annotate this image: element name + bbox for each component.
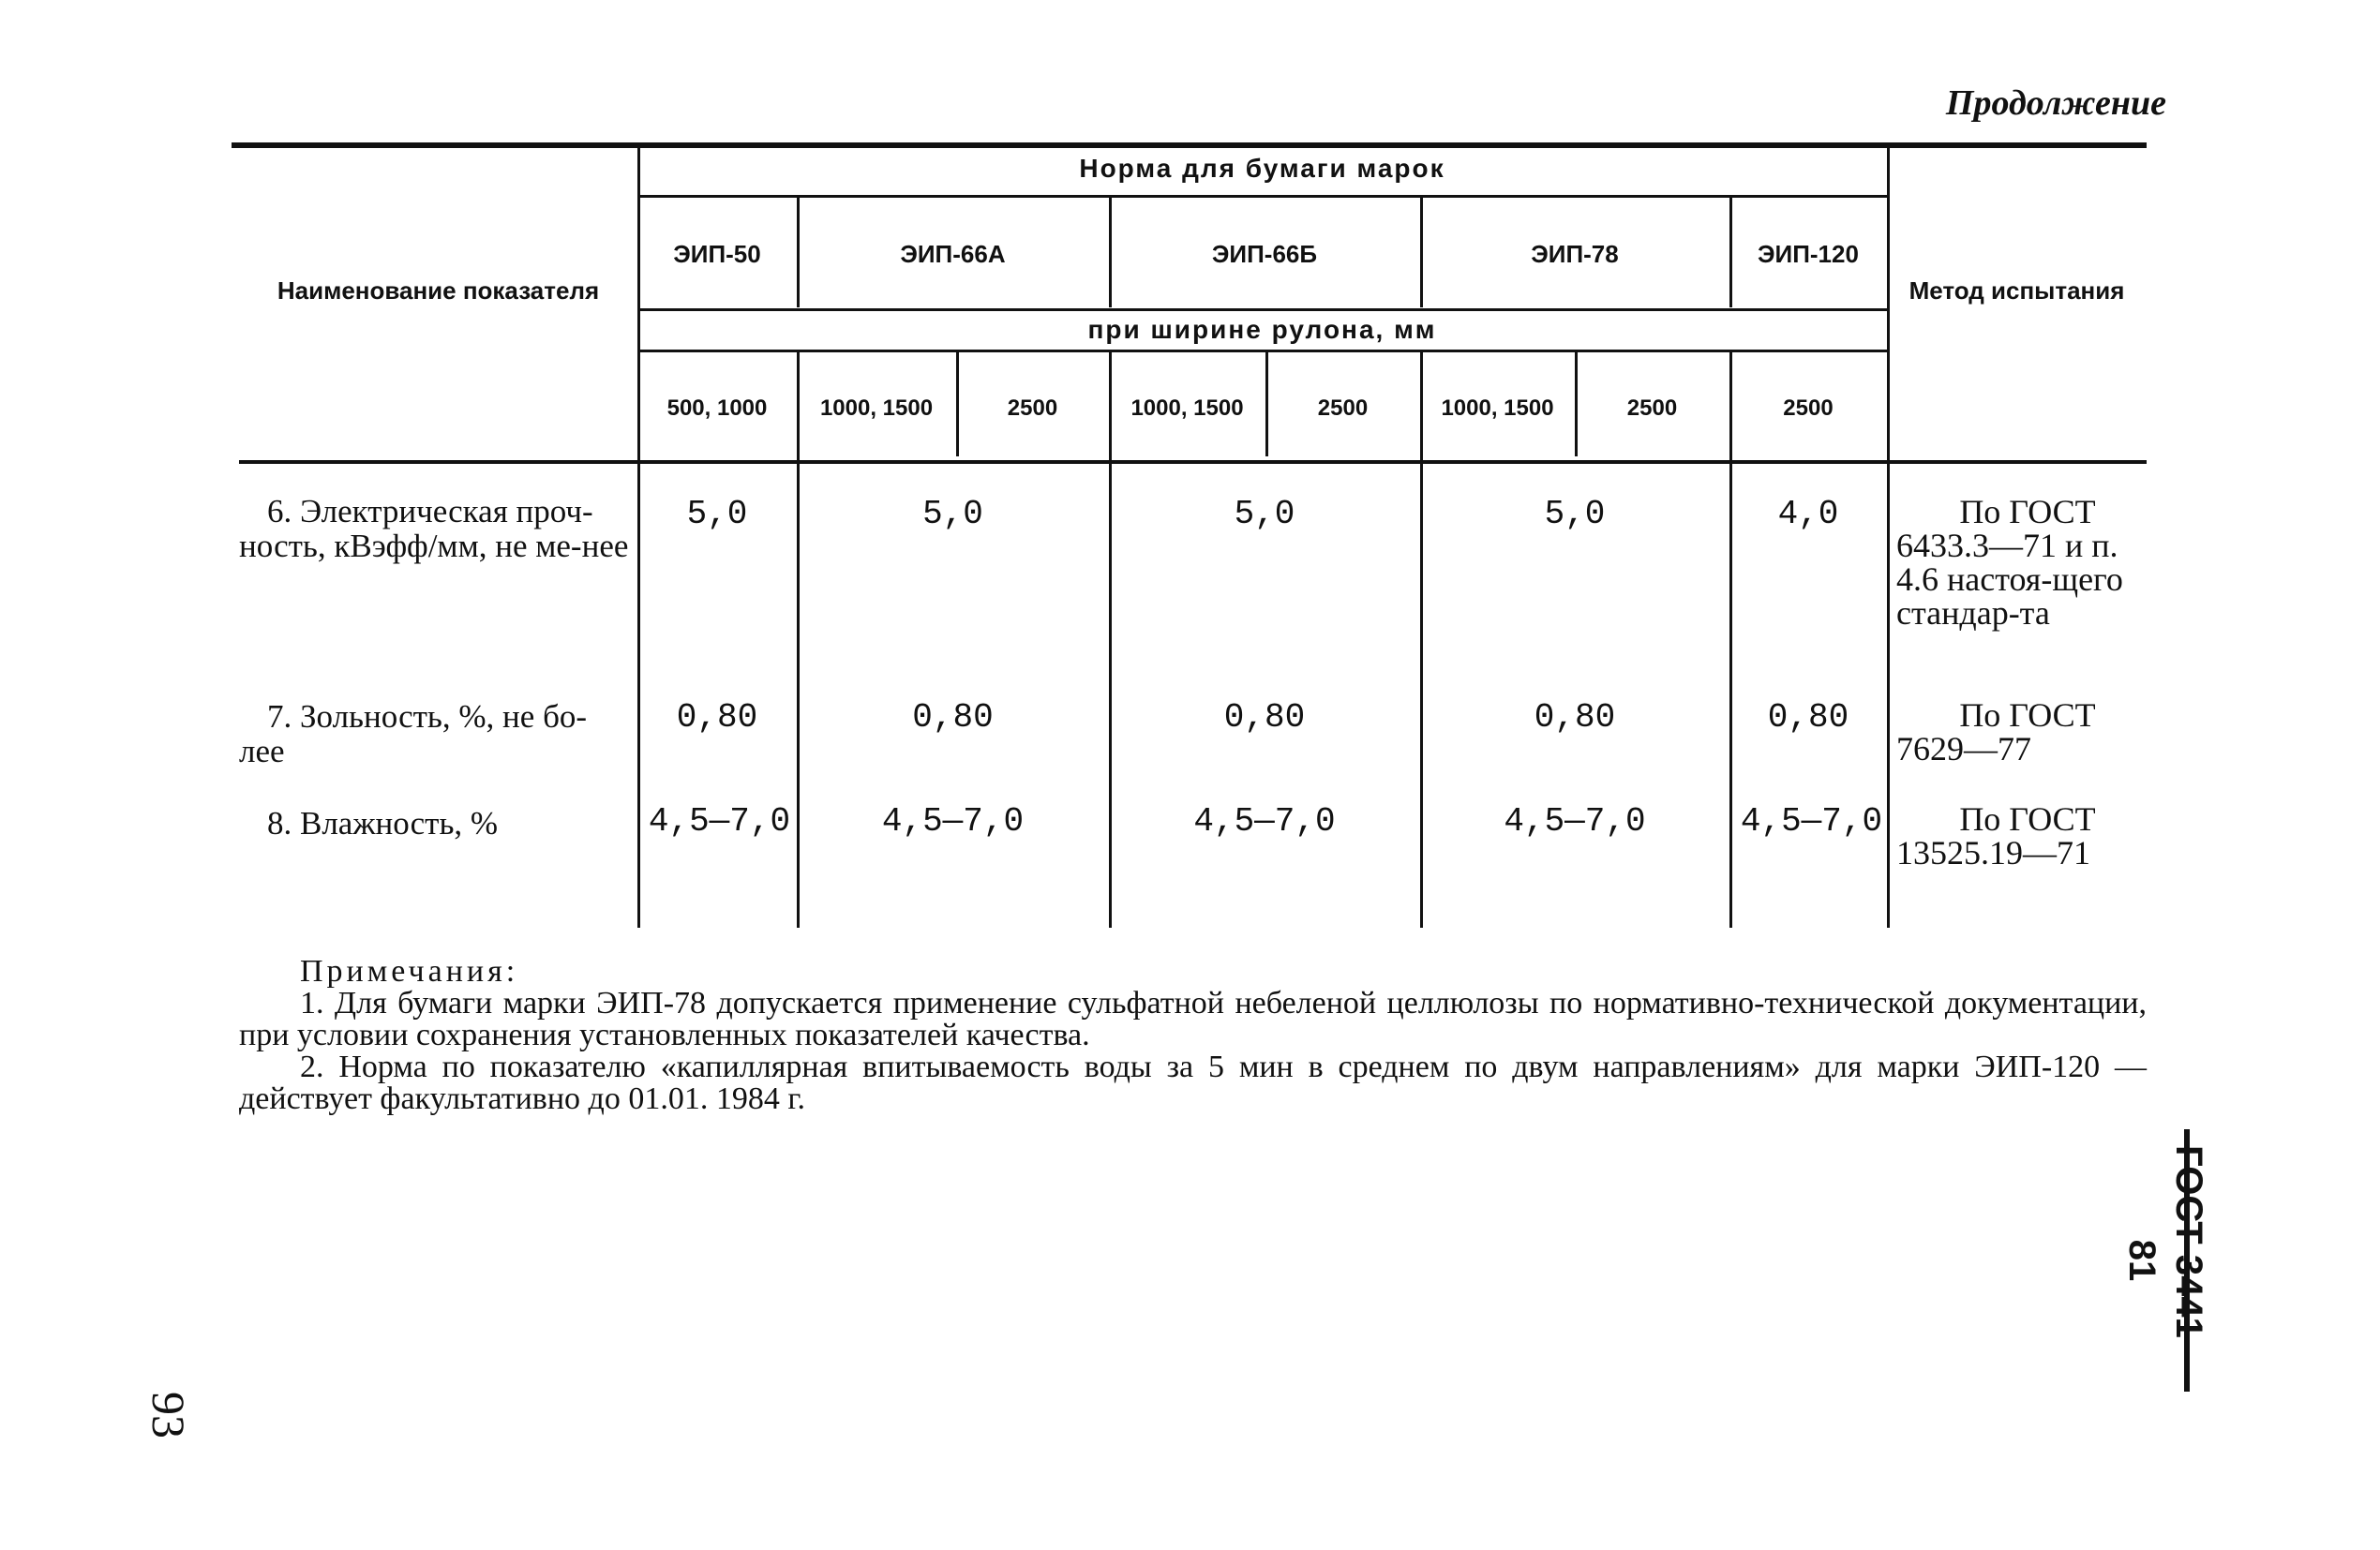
header-roll-width: при ширине рулона, мм: [1087, 315, 1437, 344]
note-item: 1. Для бумаги марки ЭИП-78 допускается применение сульфатной небеленой целлюлозы по нормативно-технической документации, при условии сохранения установленных показателей качества.: [239, 986, 2147, 1052]
header-norm: Норма для бумаги марок: [1079, 154, 1445, 183]
header-name-col: Наименование показателя: [277, 276, 600, 305]
grade-sep: [1420, 351, 1423, 928]
method-rest: 6433.3—71 и п. 4.6 настоя-щего стандар-та: [1896, 527, 2123, 632]
method-rest: 7629—77: [1896, 730, 2031, 768]
method-first: По ГОСТ: [1959, 800, 2096, 838]
grade-label: ЭИП-66А: [900, 240, 1006, 268]
table-cell: 4,5—7,0: [648, 802, 791, 841]
method-cell: [1896, 802, 2140, 870]
table-cell: 0,80: [676, 698, 758, 737]
width-label: 2500: [1007, 395, 1058, 421]
width-label: 2500: [1783, 395, 1834, 421]
table-cell: 5,0: [686, 495, 748, 533]
header-bottom-rule: [239, 460, 2147, 464]
row-label-rest: лее: [239, 733, 285, 769]
width-label: 1000, 1500: [1441, 395, 1554, 421]
row-label-first: 8. Влажность, %: [267, 805, 499, 842]
table-cell: 5,0: [922, 495, 983, 533]
table-cell: 0,80: [1767, 698, 1849, 737]
method-cell: [1896, 698, 2140, 766]
grade-sep: [1729, 351, 1732, 928]
method-first: По ГОСТ: [1959, 696, 2096, 734]
grade-label: ЭИП-120: [1758, 240, 1859, 268]
header-rule-norm: [637, 195, 1887, 198]
method-rest: 13525.19—71: [1896, 834, 2090, 872]
table-cell: 4,5—7,0: [1504, 802, 1646, 841]
grade-sep: [797, 351, 800, 928]
notes: [239, 956, 2147, 1115]
page-number: 93: [142, 1392, 195, 1438]
table-row-label: [239, 699, 637, 768]
width-label: 1000, 1500: [1130, 395, 1244, 421]
table-row-label: [239, 806, 637, 841]
header-rule-width: [637, 350, 1887, 352]
note-item: 2. Норма по показателю «капиллярная впитываемость воды за 5 мин в среднем по двум направлениям» для марки ЭИП-120 — действует факультативно до 01.01. 1984 г.: [239, 1050, 2147, 1116]
header-method-col: Метод испытания: [1908, 276, 2125, 305]
table-cell: 4,0: [1777, 495, 1839, 533]
width-label: 500, 1000: [666, 395, 768, 421]
row-label-rest: ность, кВэфф/мм, не ме-нее: [239, 528, 629, 564]
width-label: 2500: [1317, 395, 1369, 421]
table-cell: 0,80: [912, 698, 994, 737]
method-cell: [1896, 495, 2140, 630]
table-cell: 0,80: [1534, 698, 1616, 737]
method-first: По ГОСТ: [1959, 493, 2096, 530]
row-label-first: 6. Электрическая проч-: [267, 493, 593, 529]
grade-label: ЭИП-50: [673, 240, 761, 268]
standard-label: ГОСТ 3441—81: [2121, 1145, 2209, 1376]
grade-label: ЭИП-66Б: [1211, 240, 1318, 268]
table-cell: 5,0: [1234, 495, 1295, 533]
header-rule-grades: [637, 308, 1887, 311]
table-cell: 5,0: [1544, 495, 1606, 533]
width-label: 2500: [1626, 395, 1678, 421]
table-cell: 0,80: [1223, 698, 1306, 737]
table-row-label: [239, 494, 637, 563]
table-cell: 4,5—7,0: [1193, 802, 1336, 841]
grade-label: ЭИП-78: [1531, 240, 1619, 268]
row-label-first: 7. Зольность, %, не бо-: [267, 698, 588, 735]
table-cell: 4,5—7,0: [881, 802, 1025, 841]
table-cell: 4,5—7,0: [1740, 802, 1883, 841]
table-top-rule: [232, 142, 2147, 148]
notes-title: Примечания:: [300, 954, 519, 989]
width-label: 1000, 1500: [819, 395, 934, 421]
grade-sep: [1109, 351, 1112, 928]
continuation-label: Продолжение: [1945, 83, 2166, 123]
